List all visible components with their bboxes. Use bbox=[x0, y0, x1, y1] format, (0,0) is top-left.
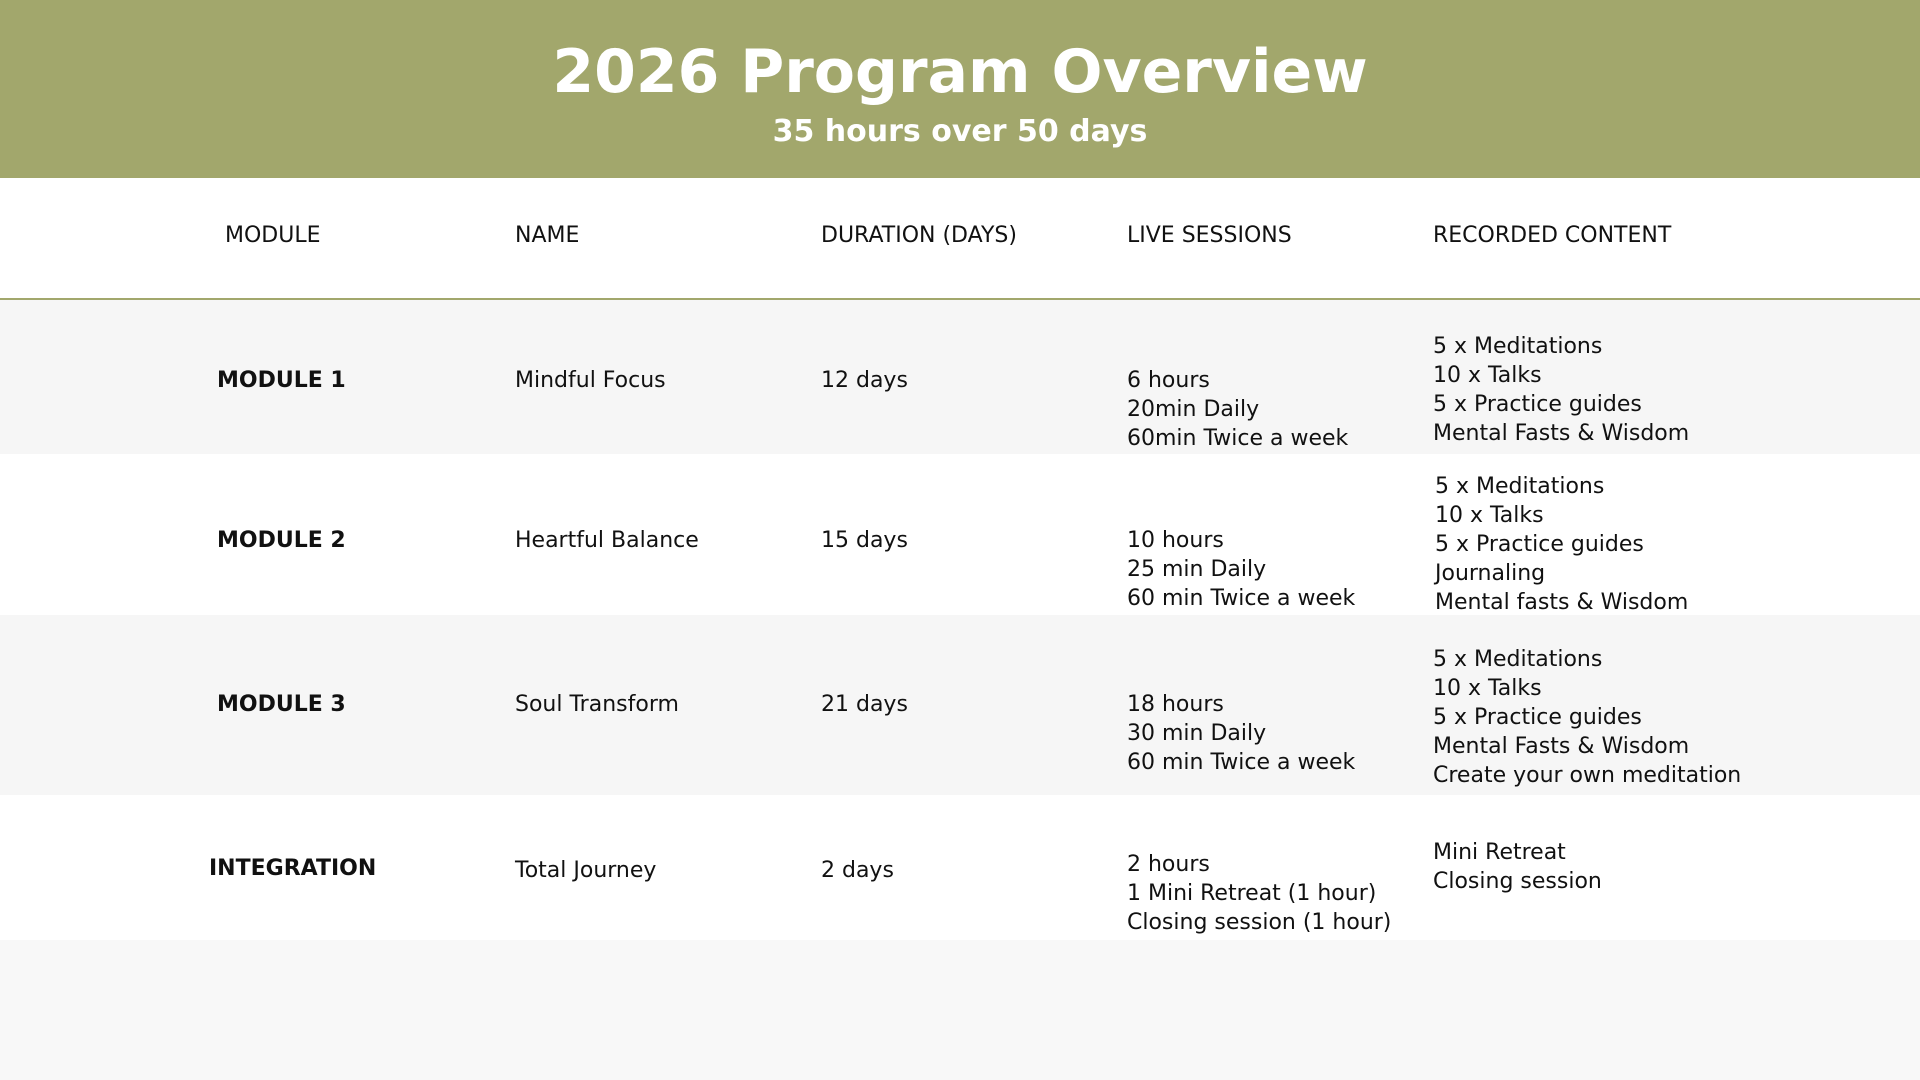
recorded-content-line: 5 x Meditations bbox=[1435, 474, 1605, 499]
live-session-line: 30 min Daily bbox=[1127, 721, 1267, 746]
column-header-module: MODULE bbox=[225, 223, 321, 248]
recorded-content-line: Create your own meditation bbox=[1433, 763, 1742, 788]
live-session-line: 18 hours bbox=[1127, 692, 1224, 717]
column-header-duration: DURATION (DAYS) bbox=[821, 223, 1017, 248]
row-recorded-content bbox=[1433, 332, 1689, 448]
row-module-label: MODULE 3 bbox=[217, 692, 346, 717]
column-header-name: NAME bbox=[515, 223, 580, 248]
row-module-label: MODULE 1 bbox=[217, 368, 346, 393]
live-session-line: 10 hours bbox=[1127, 528, 1224, 553]
live-session-line: 25 min Daily bbox=[1127, 557, 1267, 582]
row-name: Heartful Balance bbox=[515, 528, 699, 553]
column-header-live-sessions: LIVE SESSIONS bbox=[1127, 223, 1292, 248]
row-duration: 2 days bbox=[821, 858, 894, 883]
row-live-sessions bbox=[1127, 366, 1348, 453]
recorded-content-line: Mental Fasts & Wisdom bbox=[1433, 421, 1690, 446]
row-recorded-content bbox=[1433, 838, 1602, 896]
row-module-label: MODULE 2 bbox=[217, 528, 346, 553]
recorded-content-line: Journaling bbox=[1435, 561, 1546, 586]
row-module-label: INTEGRATION bbox=[209, 856, 377, 881]
row-recorded-content bbox=[1433, 645, 1741, 790]
page-subtitle: 35 hours over 50 days bbox=[772, 114, 1148, 149]
live-session-line: 6 hours bbox=[1127, 368, 1210, 393]
row-live-sessions bbox=[1127, 690, 1355, 777]
column-header-recorded-content: RECORDED CONTENT bbox=[1433, 223, 1672, 248]
page-title: 2026 Program Overview bbox=[552, 37, 1368, 107]
row-recorded-content bbox=[1435, 472, 1688, 617]
row-name: Total Journey bbox=[515, 858, 657, 883]
row-duration: 21 days bbox=[821, 692, 908, 717]
recorded-content-line: 5 x Meditations bbox=[1433, 334, 1603, 359]
recorded-content-line: Mini Retreat bbox=[1433, 840, 1566, 865]
row-live-sessions bbox=[1127, 850, 1391, 937]
recorded-content-line: 5 x Meditations bbox=[1433, 647, 1603, 672]
recorded-content-line: 10 x Talks bbox=[1435, 503, 1544, 528]
live-session-line: 2 hours bbox=[1127, 852, 1210, 877]
recorded-content-line: Mental fasts & Wisdom bbox=[1435, 590, 1689, 615]
live-session-line: 20min Daily bbox=[1127, 397, 1260, 422]
row-name: Mindful Focus bbox=[515, 368, 666, 393]
recorded-content-line: 5 x Practice guides bbox=[1435, 532, 1644, 557]
live-session-line: 60min Twice a week bbox=[1127, 426, 1349, 451]
page-header bbox=[0, 0, 1920, 178]
row-live-sessions bbox=[1127, 526, 1355, 613]
recorded-content-line: Mental Fasts & Wisdom bbox=[1433, 734, 1690, 759]
recorded-content-line: 10 x Talks bbox=[1433, 676, 1542, 701]
recorded-content-line: Closing session bbox=[1433, 869, 1602, 894]
row-name: Soul Transform bbox=[515, 692, 679, 717]
row-duration: 15 days bbox=[821, 528, 908, 553]
recorded-content-line: 5 x Practice guides bbox=[1433, 392, 1642, 417]
recorded-content-line: 5 x Practice guides bbox=[1433, 705, 1642, 730]
live-session-line: 60 min Twice a week bbox=[1127, 750, 1356, 775]
live-session-line: 1 Mini Retreat (1 hour) bbox=[1127, 881, 1377, 906]
row-duration: 12 days bbox=[821, 368, 908, 393]
live-session-line: 60 min Twice a week bbox=[1127, 586, 1356, 611]
live-session-line: Closing session (1 hour) bbox=[1127, 910, 1392, 935]
recorded-content-line: 10 x Talks bbox=[1433, 363, 1542, 388]
